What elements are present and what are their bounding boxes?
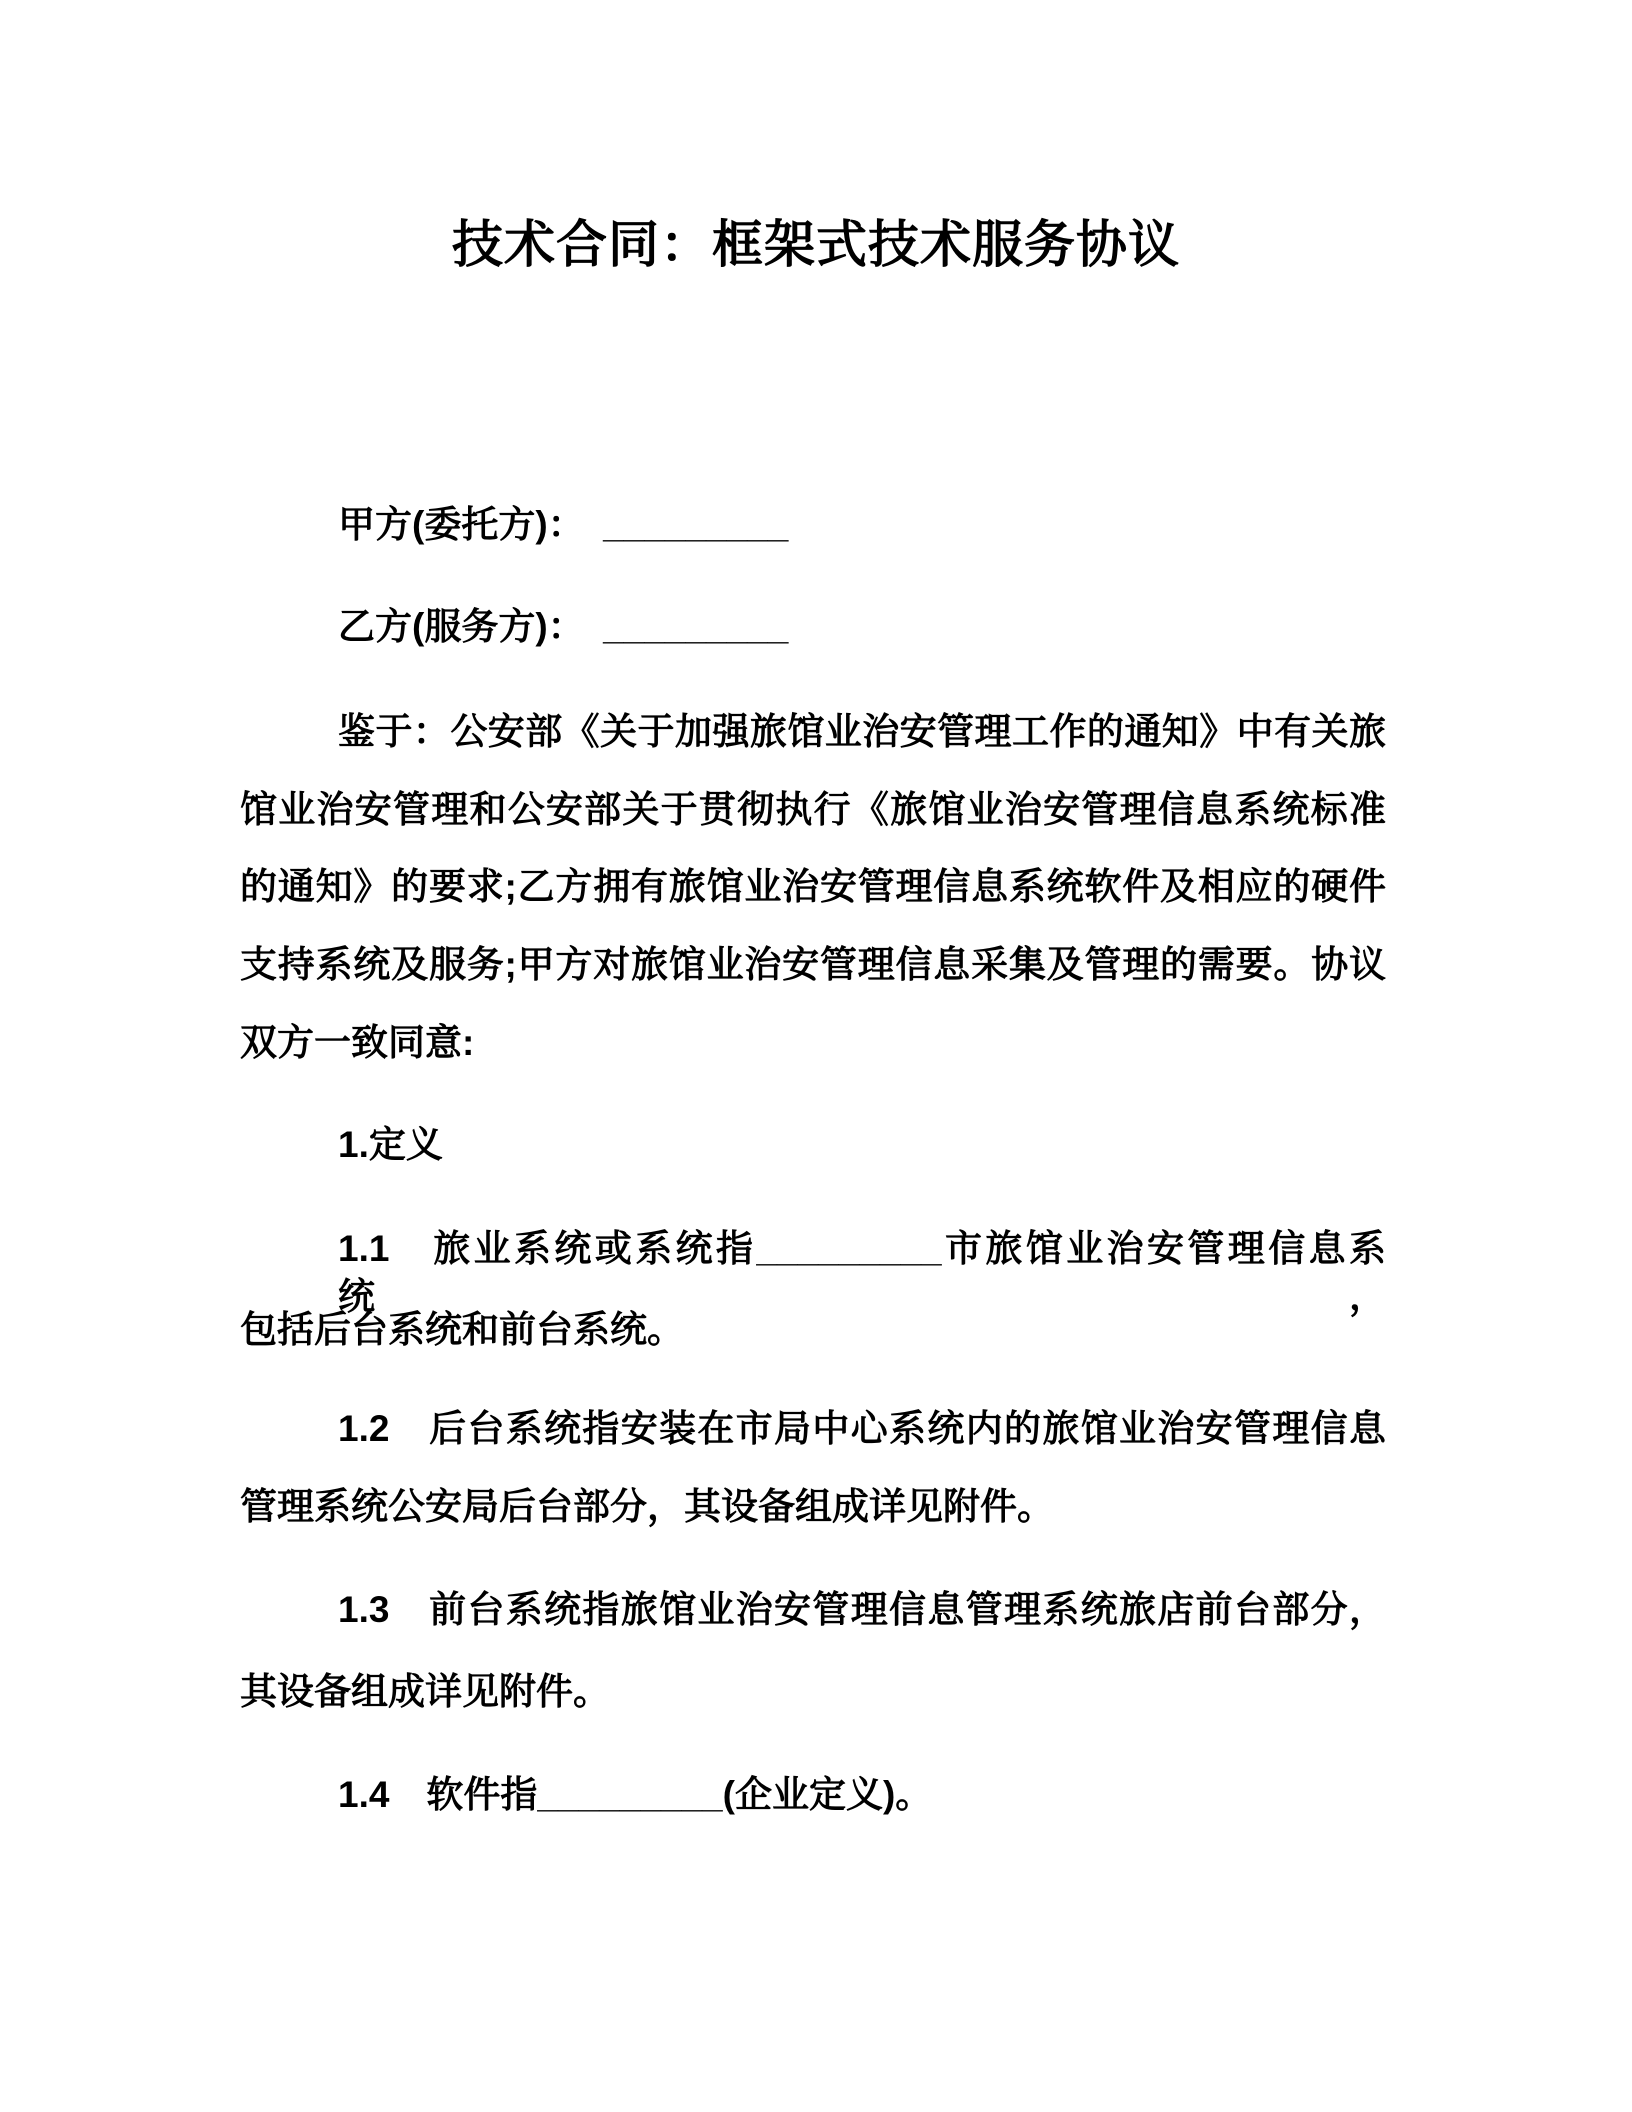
preamble-line-3: 的通知》的要求;乙方拥有旅馆业治安管理信息系统软件及相应的硬件 bbox=[240, 866, 1386, 907]
clause-1-3-line-2: 其设备组成详见附件。 bbox=[240, 1671, 610, 1712]
clause-1-1-line-2: 包括后台系统和前台系统。 bbox=[240, 1309, 684, 1350]
preamble-line-4: 支持系统及服务;甲方对旅馆业治安管理信息采集及管理的需要。协议 bbox=[240, 944, 1386, 985]
clause-1-4-line-1: 1.4 软件指_________(企业定义)。 bbox=[338, 1774, 933, 1815]
clause-1-2-line-2: 管理系统公安局后台部分，其设备组成详见附件。 bbox=[240, 1486, 1054, 1527]
preamble-line-5: 双方一致同意: bbox=[240, 1022, 475, 1063]
party-a-line: 甲方(委托方)： _________ bbox=[338, 504, 789, 545]
clause-1-2-line-1: 1.2 后台系统指安装在市局中心系统内的旅馆业治安管理信息 bbox=[338, 1408, 1386, 1449]
clause-1-1-line-1: 1.1 旅业系统或系统指_________市旅馆业治安管理信息系统， bbox=[338, 1228, 1386, 1317]
section-1-heading: 1.定义 bbox=[338, 1124, 443, 1165]
document-title: 技术合同：框架式技术服务协议 bbox=[451, 216, 1180, 273]
preamble-line-1: 鉴于：公安部《关于加强旅馆业治安管理工作的通知》中有关旅 bbox=[338, 711, 1386, 752]
party-b-line: 乙方(服务方)： _________ bbox=[338, 606, 789, 647]
clause-1-3-line-1: 1.3 前台系统指旅馆业治安管理信息管理系统旅店前台部分， bbox=[338, 1589, 1386, 1630]
preamble-line-2: 馆业治安管理和公安部关于贯彻执行《旅馆业治安管理信息系统标准 bbox=[240, 789, 1386, 830]
